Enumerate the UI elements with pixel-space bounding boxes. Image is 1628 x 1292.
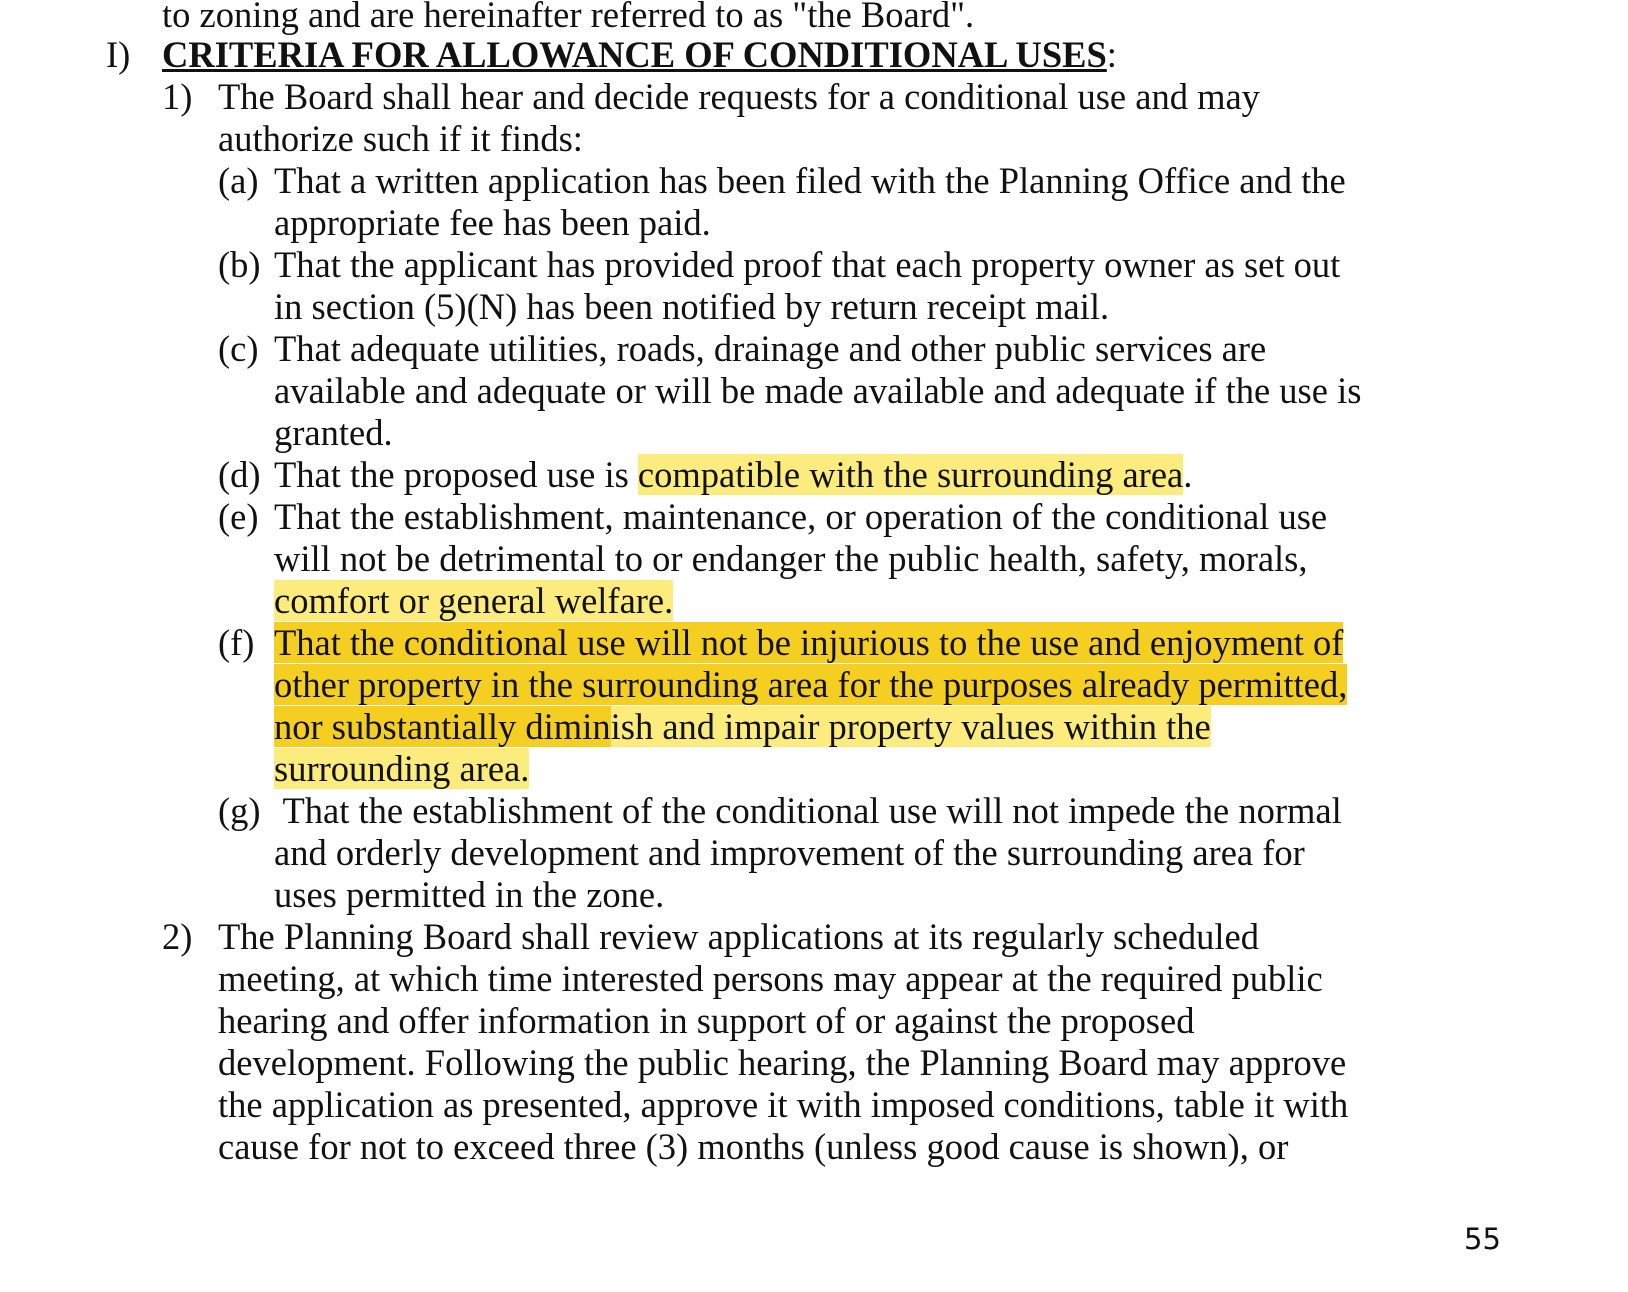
section-heading-row — [162, 34, 1117, 76]
sub-a-line: appropriate fee has been paid. — [274, 202, 711, 243]
item2-line: development. Following the public hearing, the Planning Board may approve — [218, 1042, 1347, 1083]
item1-line: authorize such if it finds: — [218, 118, 583, 159]
sub-c-line: granted. — [274, 412, 393, 453]
section-label: I) — [106, 34, 131, 75]
sub-f-line — [274, 706, 1211, 748]
sub-g-line: and orderly development and improvement of the surrounding area for — [274, 832, 1305, 873]
sub-f-highlight-1: That the conditional use will not be injurious to the use and enjoyment of — [274, 622, 1344, 663]
sub-a-line: That a written application has been filed with the Planning Office and the — [274, 160, 1346, 201]
sub-d-line — [274, 454, 1192, 496]
item1-label: 1) — [162, 76, 193, 117]
item2-line: the application as presented, approve it with imposed conditions, table it with — [218, 1084, 1349, 1125]
sub-f-highlight-4: surrounding area. — [274, 748, 530, 789]
page-number: 55 — [1464, 1222, 1501, 1256]
sub-g-label: (g) — [218, 790, 261, 831]
sub-e-label: (e) — [218, 496, 259, 537]
sub-c-line: That adequate utilities, roads, drainage and other public services are — [274, 328, 1267, 369]
sub-a-label: (a) — [218, 160, 259, 201]
sub-g-line: That the establishment of the conditional use will not impede the normal — [274, 790, 1342, 831]
item2-label: 2) — [162, 916, 193, 957]
sub-f-label: (f) — [218, 622, 255, 663]
sub-f-line — [274, 748, 529, 790]
item2-line: The Planning Board shall review applications at its regularly scheduled — [218, 916, 1259, 957]
sub-b-line: That the applicant has provided proof that each property owner as set out — [274, 244, 1341, 285]
item2-line: hearing and offer information in support of or against the proposed — [218, 1000, 1195, 1041]
sub-f-line — [274, 622, 1343, 664]
sub-e-line-highlighted — [274, 580, 673, 622]
sub-e-line: will not be detrimental to or endanger the public health, safety, morals, — [274, 538, 1308, 579]
sub-d-prefix: That the proposed use is — [274, 454, 638, 495]
sub-d-highlight: compatible with the surrounding area — [637, 454, 1184, 495]
sub-e-line: That the establishment, maintenance, or operation of the conditional use — [274, 496, 1328, 537]
sub-f-line — [274, 664, 1347, 706]
sub-f-highlight-3a: nor substantially dimin — [274, 706, 611, 747]
item2-line: meeting, at which time interested persons may appear at the required public — [218, 958, 1323, 999]
sub-d-suffix: . — [1183, 454, 1193, 495]
sub-c-label: (c) — [218, 328, 259, 369]
sub-f-highlight-3b: ish and impair property values within the — [610, 706, 1211, 747]
sub-e-highlight: comfort or general welfare. — [274, 580, 674, 621]
sub-b-label: (b) — [218, 244, 261, 285]
sub-g-line: uses permitted in the zone. — [274, 874, 665, 915]
sub-c-line: available and adequate or will be made available and adequate if the use is — [274, 370, 1362, 411]
section-heading: CRITERIA FOR ALLOWANCE OF CONDITIONAL USES — [162, 34, 1107, 75]
item1-line: The Board shall hear and decide requests for a conditional use and may — [218, 76, 1260, 117]
section-heading-colon: : — [1106, 34, 1117, 75]
sub-d-label: (d) — [218, 454, 261, 495]
sub-b-line: in section (5)(N) has been notified by return receipt mail. — [274, 286, 1110, 327]
intro-line: to zoning and are hereinafter referred to as "the Board". — [162, 0, 975, 35]
item2-line: cause for not to exceed three (3) months (unless good cause is shown), or — [218, 1126, 1289, 1167]
sub-f-highlight-2: other property in the surrounding area for the purposes already permitted, — [274, 664, 1348, 705]
